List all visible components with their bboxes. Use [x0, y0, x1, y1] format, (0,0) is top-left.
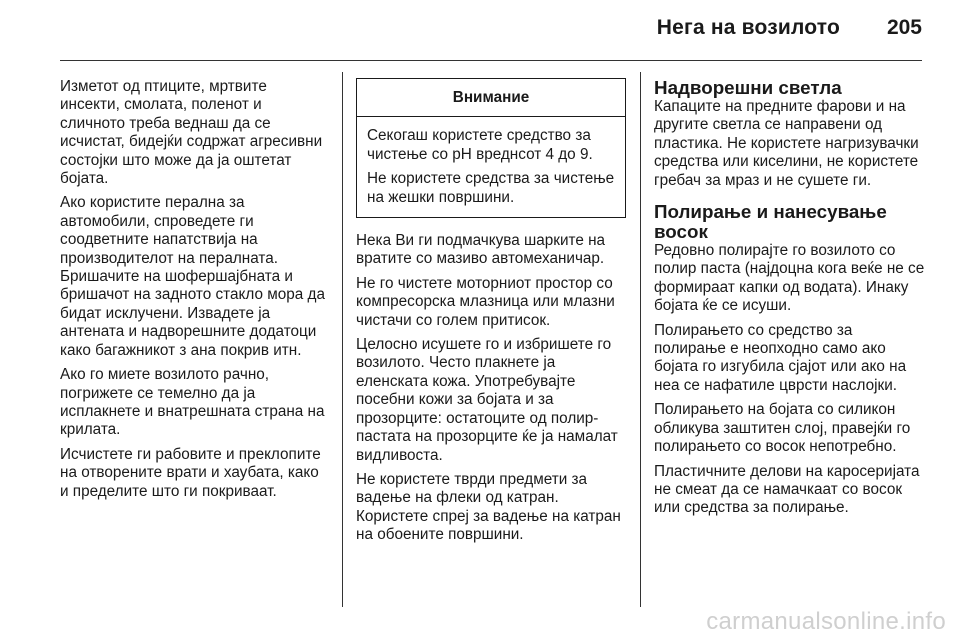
column-1 — [60, 78, 328, 507]
paragraph: Целосно исушете го и избришете го возилото. Често плакнете ја еленската кожа. Употребувајте посебни кожи за бојата и за прозорците: остатоците од полир-пастата на прозорците ќе ја намалат видливоста. — [356, 336, 618, 464]
paragraph: Ако користите перална за автомобили, спроведете ги соодветните напатствија на производителот на пералната. Бришачите на шофершајбната и бришачот на задното стакло мора да бидат исклучени. Извадете ја антената и надворешните додатоци како багажникот з ана покрив итн. — [60, 194, 325, 359]
column-divider-2 — [640, 72, 641, 607]
section-heading: Надворешни светла — [654, 77, 842, 98]
paragraph: Полирањето на бојата со силикон обликува заштитен слој, правејќи го полирањето со восок непотребно. — [654, 401, 911, 456]
paragraph: Не користете тврди предмети за вадење на флеки од катран. Користете спреј за вадење на катран на обоените површини. — [356, 470, 621, 544]
paragraph: Исчистете ги рабовите и преклопите на отворените врати и хаубата, како и пределите што ги покриваат. — [60, 445, 321, 500]
paragraph: Нека Ви ги подмачкува шарките на вратите со мазиво автомеханичар. — [356, 232, 606, 268]
paragraph: Полирањето со средство за полирање е неопходно само ако бојата го изгубила сјајот или ако на неа се нафатиле цврсти наслојки. — [654, 321, 907, 394]
page-title: Нега на возилото — [656, 16, 840, 39]
page-number: 205 — [886, 16, 922, 39]
header-divider — [60, 60, 922, 61]
column-divider-1 — [342, 72, 343, 607]
paragraph: Изметот од птиците, мртвите инсекти, смолата, поленот и сличното треба веднаш да се исчистат, бидејќи содржат агресивни состојки што може да ја оштетат бојата. — [60, 78, 323, 188]
paragraph: Не го чистете моторниот простор со компресорска млазница или млазни чистачи со голем притисок. — [356, 274, 615, 329]
watermark: carmanualsonline.info — [706, 608, 946, 635]
paragraph: Редовно полирајте го возилото со полир паста (најдоцна кога веќе не се формираат капки од водата). Инаку бојата ќе се исуши. — [654, 242, 925, 315]
paragraph: Ако го миете возилото рачно, погрижете се темелно да ја исплакнете и внатрешната страна на крилата. — [60, 366, 325, 439]
paragraph: Капаците на предните фарови и на другите светла се направени од пластика. Не користете нагризувачки средства или киселини, не користете гребач за мраз и не сушете ги. — [654, 98, 919, 189]
page-header — [0, 0, 960, 62]
warning-body — [357, 117, 625, 217]
warning-box — [356, 78, 626, 218]
column-3 — [654, 78, 926, 524]
section-heading: Полирање и нанесување восок — [654, 201, 887, 243]
warning-paragraph: Не користете средства за чистење на жешки површини. — [367, 170, 615, 206]
paragraph: Пластичните делови на каросеријата не смеат да се намачкаат со восок или средства за полирање. — [654, 462, 920, 517]
warning-paragraph: Секогаш користете средство за чистење со pH вреднсот 4 до 9. — [367, 127, 593, 163]
column-2 — [356, 78, 626, 551]
warning-title: Внимание — [357, 79, 625, 117]
